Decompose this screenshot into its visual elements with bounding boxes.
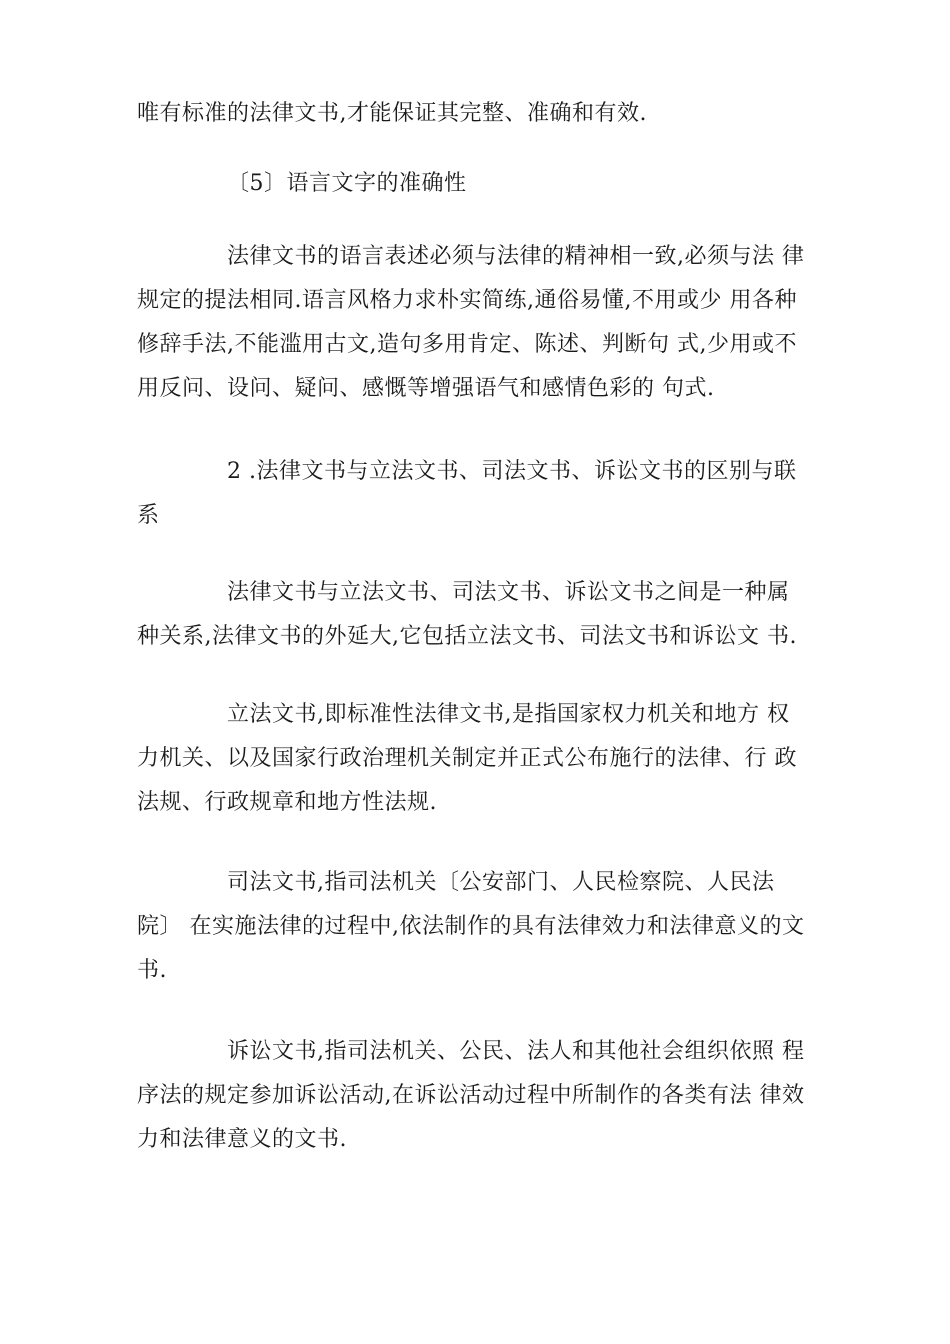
text-line: 修辞手法,不能滥用古文,造句多用肯定、陈述、判断句 式,少用或不: [137, 332, 797, 357]
text-line: 规定的提法相同.语言风格力求朴实简练,通俗易懂,不用或少 用各种: [137, 288, 797, 313]
paragraph-relationship: [137, 571, 815, 659]
text-line: 序法的规定参加诉讼活动,在诉讼活动过程中所制作的各类有法 律效: [137, 1083, 805, 1108]
text-line: 2 .法律文书与立法文书、司法文书、诉讼文书的区别与联: [227, 459, 797, 484]
text-line: 立法文书,即标准性法律文书,是指国家权力机关和地方 权: [227, 702, 790, 727]
paragraph-language-accuracy: [137, 235, 815, 411]
heading-text: 〔5〕语言文字的准确性: [227, 171, 467, 196]
text-line: 种关系,法律文书的外延大,它包括立法文书、司法文书和诉讼文 书.: [137, 624, 797, 649]
paragraph-judicial-documents: [137, 861, 815, 993]
paragraph-continuation: [137, 92, 815, 136]
text-line: 力机关、以及国家行政治理机关制定并正式公布施行的法律、行 政: [137, 746, 797, 771]
paragraph-litigation-documents: [137, 1030, 815, 1162]
text-line: 用反问、设问、疑问、感慨等增强语气和感情色彩的 句式.: [137, 376, 715, 401]
text-line: 院〕 在实施法律的过程中,依法制作的具有法律效力和法律意义的文: [137, 914, 805, 939]
paragraph-legislative-documents: [137, 693, 815, 825]
text-line: 法律文书与立法文书、司法文书、诉讼文书之间是一种属: [227, 580, 790, 605]
text-line: 唯有标准的法律文书,才能保证其完整、准确和有效.: [137, 101, 647, 126]
text-line: 司法文书,指司法机关〔公安部门、人民检察院、人民法: [227, 870, 775, 895]
text-line: 书.: [137, 958, 167, 983]
text-line: 系: [137, 503, 160, 528]
text-line: 力和法律意义的文书.: [137, 1127, 347, 1152]
section-heading-2: [137, 450, 815, 538]
text-line: 诉讼文书,指司法机关、公民、法人和其他社会组织依照 程: [227, 1039, 805, 1064]
text-line: 法律文书的语言表述必须与法律的精神相一致,必须与法 律: [227, 244, 805, 269]
section-heading: [227, 162, 905, 206]
text-line: 法规、行政规章和地方性法规.: [137, 790, 437, 815]
